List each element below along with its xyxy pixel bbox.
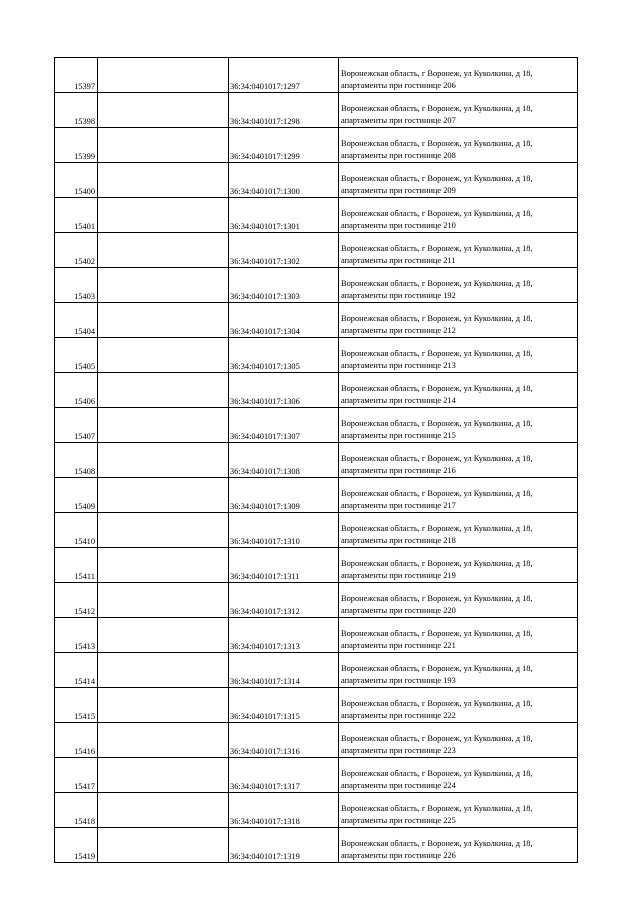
- address-line-1: Воронежская область, г Воронеж, ул Куколкина, д 18,: [341, 524, 533, 533]
- address-cell: [339, 793, 578, 828]
- owner-cell: [98, 653, 229, 688]
- address-line-2: апартаменты при гостинице 222: [341, 710, 456, 720]
- row-number-cell: 15397: [55, 58, 98, 93]
- address-cell: [339, 128, 578, 163]
- address-cell: [339, 408, 578, 443]
- table-row: [55, 583, 578, 618]
- address-line-1: Воронежская область, г Воронеж, ул Куколкина, д 18,: [341, 664, 533, 673]
- address-line-2: апартаменты при гостинице 218: [341, 535, 456, 545]
- cadastral-number-cell: 36:34:0401017:1317: [229, 758, 339, 793]
- cadastral-number-cell: 36:34:0401017:1313: [229, 618, 339, 653]
- row-number-cell: 15401: [55, 198, 98, 233]
- address-line-2: апартаменты при гостинице 213: [341, 360, 456, 370]
- address-line-2: апартаменты при гостинице 210: [341, 220, 456, 230]
- row-number-cell: 15408: [55, 443, 98, 478]
- address-line-1: Воронежская область, г Воронеж, ул Куколкина, д 18,: [341, 454, 533, 463]
- cadastral-number-cell: 36:34:0401017:1297: [229, 58, 339, 93]
- owner-cell: [98, 548, 229, 583]
- address-line-1: Воронежская область, г Воронеж, ул Куколкина, д 18,: [341, 629, 533, 638]
- address-line-2: апартаменты при гостинице 211: [341, 255, 456, 265]
- owner-cell: [98, 583, 229, 618]
- address-line-2: апартаменты при гостинице 217: [341, 500, 456, 510]
- owner-cell: [98, 93, 229, 128]
- owner-cell: [98, 303, 229, 338]
- owner-cell: [98, 268, 229, 303]
- table-row: [55, 233, 578, 268]
- owner-cell: [98, 758, 229, 793]
- address-line-2: апартаменты при гостинице 207: [341, 115, 456, 125]
- address-line-2: апартаменты при гостинице 212: [341, 325, 456, 335]
- address-line-2: апартаменты при гостинице 192: [341, 290, 456, 300]
- cadastral-number-cell: 36:34:0401017:1308: [229, 443, 339, 478]
- cadastral-number-cell: 36:34:0401017:1312: [229, 583, 339, 618]
- address-line-2: апартаменты при гостинице 225: [341, 815, 456, 825]
- cadastral-number-cell: 36:34:0401017:1309: [229, 478, 339, 513]
- row-number-cell: 15412: [55, 583, 98, 618]
- address-cell: [339, 58, 578, 93]
- row-number-cell: 15416: [55, 723, 98, 758]
- table-row: [55, 128, 578, 163]
- owner-cell: [98, 373, 229, 408]
- row-number-cell: 15403: [55, 268, 98, 303]
- table-row: [55, 198, 578, 233]
- table-row: [55, 653, 578, 688]
- owner-cell: [98, 618, 229, 653]
- row-number-cell: 15406: [55, 373, 98, 408]
- address-line-1: Воронежская область, г Воронеж, ул Куколкина, д 18,: [341, 244, 533, 253]
- table-row: [55, 163, 578, 198]
- row-number-cell: 15399: [55, 128, 98, 163]
- row-number-cell: 15400: [55, 163, 98, 198]
- row-number-cell: 15419: [55, 828, 98, 863]
- owner-cell: [98, 128, 229, 163]
- address-line-1: Воронежская область, г Воронеж, ул Куколкина, д 18,: [341, 804, 533, 813]
- address-cell: [339, 303, 578, 338]
- table-row: [55, 548, 578, 583]
- table-row: [55, 513, 578, 548]
- address-cell: [339, 653, 578, 688]
- address-line-1: Воронежская область, г Воронеж, ул Куколкина, д 18,: [341, 209, 533, 218]
- table-row: [55, 688, 578, 723]
- address-line-2: апартаменты при гостинице 219: [341, 570, 456, 580]
- cadastral-number-cell: 36:34:0401017:1316: [229, 723, 339, 758]
- address-cell: [339, 513, 578, 548]
- row-number-cell: 15413: [55, 618, 98, 653]
- row-number-cell: 15404: [55, 303, 98, 338]
- row-number-cell: 15410: [55, 513, 98, 548]
- address-line-1: Воронежская область, г Воронеж, ул Куколкина, д 18,: [341, 839, 533, 848]
- table-row: [55, 373, 578, 408]
- address-line-2: апартаменты при гостинице 215: [341, 430, 456, 440]
- table-row: [55, 828, 578, 863]
- address-line-2: апартаменты при гостинице 224: [341, 780, 456, 790]
- owner-cell: [98, 233, 229, 268]
- cadastral-number-cell: 36:34:0401017:1307: [229, 408, 339, 443]
- table-row: [55, 303, 578, 338]
- address-cell: [339, 758, 578, 793]
- address-line-2: апартаменты при гостинице 193: [341, 675, 456, 685]
- address-line-2: апартаменты при гостинице 221: [341, 640, 456, 650]
- address-cell: [339, 443, 578, 478]
- address-cell: [339, 163, 578, 198]
- row-number-cell: 15417: [55, 758, 98, 793]
- owner-cell: [98, 513, 229, 548]
- address-cell: [339, 583, 578, 618]
- address-line-1: Воронежская область, г Воронеж, ул Куколкина, д 18,: [341, 419, 533, 428]
- cadastral-number-cell: 36:34:0401017:1315: [229, 688, 339, 723]
- address-cell: [339, 93, 578, 128]
- owner-cell: [98, 443, 229, 478]
- cadastral-number-cell: 36:34:0401017:1318: [229, 793, 339, 828]
- owner-cell: [98, 793, 229, 828]
- cadastral-number-cell: 36:34:0401017:1300: [229, 163, 339, 198]
- table-row: [55, 758, 578, 793]
- address-line-1: Воронежская область, г Воронеж, ул Куколкина, д 18,: [341, 174, 533, 183]
- row-number-cell: 15415: [55, 688, 98, 723]
- owner-cell: [98, 58, 229, 93]
- table-row: [55, 618, 578, 653]
- owner-cell: [98, 723, 229, 758]
- address-line-2: апартаменты при гостинице 209: [341, 185, 456, 195]
- row-number-cell: 15418: [55, 793, 98, 828]
- owner-cell: [98, 338, 229, 373]
- address-line-1: Воронежская область, г Воронеж, ул Куколкина, д 18,: [341, 139, 533, 148]
- cadastral-number-cell: 36:34:0401017:1319: [229, 828, 339, 863]
- address-line-1: Воронежская область, г Воронеж, ул Куколкина, д 18,: [341, 559, 533, 568]
- cadastral-number-cell: 36:34:0401017:1302: [229, 233, 339, 268]
- table-row: [55, 268, 578, 303]
- row-number-cell: 15411: [55, 548, 98, 583]
- address-cell: [339, 338, 578, 373]
- owner-cell: [98, 198, 229, 233]
- address-cell: [339, 373, 578, 408]
- address-line-1: Воронежская область, г Воронеж, ул Куколкина, д 18,: [341, 594, 533, 603]
- table-row: [55, 58, 578, 93]
- address-cell: [339, 828, 578, 863]
- cadastral-number-cell: 36:34:0401017:1306: [229, 373, 339, 408]
- address-line-1: Воронежская область, г Воронеж, ул Куколкина, д 18,: [341, 734, 533, 743]
- address-cell: [339, 548, 578, 583]
- address-cell: [339, 723, 578, 758]
- table-row: [55, 443, 578, 478]
- address-line-1: Воронежская область, г Воронеж, ул Куколкина, д 18,: [341, 104, 533, 113]
- table-row: [55, 478, 578, 513]
- cadastral-number-cell: 36:34:0401017:1305: [229, 338, 339, 373]
- address-cell: [339, 688, 578, 723]
- address-cell: [339, 268, 578, 303]
- address-line-2: апартаменты при гостинице 206: [341, 80, 456, 90]
- address-line-1: Воронежская область, г Воронеж, ул Куколкина, д 18,: [341, 699, 533, 708]
- address-line-1: Воронежская область, г Воронеж, ул Куколкина, д 18,: [341, 384, 533, 393]
- address-line-1: Воронежская область, г Воронеж, ул Куколкина, д 18,: [341, 279, 533, 288]
- address-line-2: апартаменты при гостинице 220: [341, 605, 456, 615]
- address-line-2: апартаменты при гостинице 208: [341, 150, 456, 160]
- cadastral-number-cell: 36:34:0401017:1301: [229, 198, 339, 233]
- cadastral-number-cell: 36:34:0401017:1299: [229, 128, 339, 163]
- table-row: [55, 408, 578, 443]
- cadastral-number-cell: 36:34:0401017:1298: [229, 93, 339, 128]
- table-row: [55, 93, 578, 128]
- address-cell: [339, 618, 578, 653]
- row-number-cell: 15398: [55, 93, 98, 128]
- address-line-1: Воронежская область, г Воронеж, ул Куколкина, д 18,: [341, 314, 533, 323]
- address-line-2: апартаменты при гостинице 226: [341, 850, 456, 860]
- owner-cell: [98, 408, 229, 443]
- table-row: [55, 723, 578, 758]
- address-line-1: Воронежская область, г Воронеж, ул Куколкина, д 18,: [341, 349, 533, 358]
- owner-cell: [98, 163, 229, 198]
- cadastral-number-cell: 36:34:0401017:1303: [229, 268, 339, 303]
- cadastral-number-cell: 36:34:0401017:1311: [229, 548, 339, 583]
- owner-cell: [98, 828, 229, 863]
- address-cell: [339, 233, 578, 268]
- row-number-cell: 15402: [55, 233, 98, 268]
- cadastral-number-cell: 36:34:0401017:1304: [229, 303, 339, 338]
- row-number-cell: 15407: [55, 408, 98, 443]
- owner-cell: [98, 478, 229, 513]
- address-line-1: Воронежская область, г Воронеж, ул Куколкина, д 18,: [341, 489, 533, 498]
- registry-table-body: [55, 58, 578, 863]
- row-number-cell: 15414: [55, 653, 98, 688]
- address-line-2: апартаменты при гостинице 216: [341, 465, 456, 475]
- address-cell: [339, 198, 578, 233]
- address-line-2: апартаменты при гостинице 214: [341, 395, 456, 405]
- table-row: [55, 338, 578, 373]
- row-number-cell: 15405: [55, 338, 98, 373]
- address-line-2: апартаменты при гостинице 223: [341, 745, 456, 755]
- address-line-1: Воронежская область, г Воронеж, ул Куколкина, д 18,: [341, 769, 533, 778]
- cadastral-number-cell: 36:34:0401017:1310: [229, 513, 339, 548]
- address-line-1: Воронежская область, г Воронеж, ул Куколкина, д 18,: [341, 69, 533, 78]
- owner-cell: [98, 688, 229, 723]
- table-row: [55, 793, 578, 828]
- cadastral-number-cell: 36:34:0401017:1314: [229, 653, 339, 688]
- address-cell: [339, 478, 578, 513]
- row-number-cell: 15409: [55, 478, 98, 513]
- registry-table: [54, 57, 578, 863]
